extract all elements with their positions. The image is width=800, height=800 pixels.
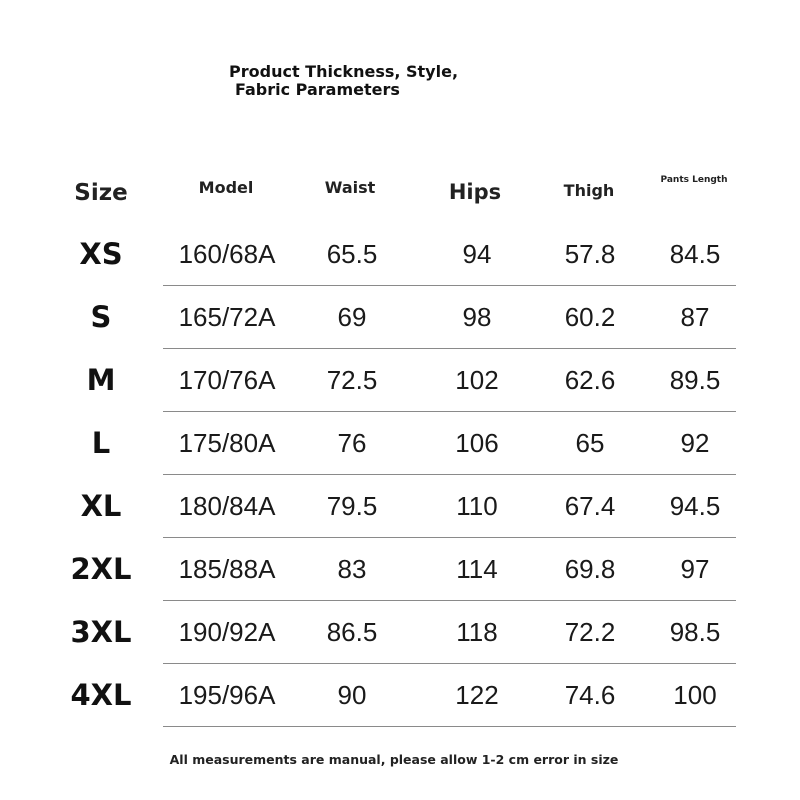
title-line-1: Product Thickness, Style, bbox=[229, 62, 459, 81]
model-cell: 185/88A bbox=[178, 554, 276, 584]
table-row bbox=[0, 538, 800, 601]
waist-cell: 90 bbox=[337, 680, 367, 710]
header-size: Size bbox=[74, 180, 128, 206]
waist-cell: 72.5 bbox=[326, 365, 378, 395]
waist-cell: 79.5 bbox=[326, 491, 378, 521]
model-cell: 175/80A bbox=[178, 428, 276, 458]
model-cell: 170/76A bbox=[178, 365, 276, 395]
pants-length-cell: 84.5 bbox=[669, 239, 721, 269]
hips-cell: 114 bbox=[456, 554, 498, 584]
hips-cell: 94 bbox=[462, 239, 492, 269]
hips-cell: 102 bbox=[455, 365, 499, 395]
pants-length-cell: 97 bbox=[680, 554, 710, 584]
pants-length-cell: 98.5 bbox=[669, 617, 721, 647]
pants-length-cell: 94.5 bbox=[669, 491, 721, 521]
table-row bbox=[0, 664, 800, 727]
size-cell: 3XL bbox=[70, 615, 132, 649]
size-table-body bbox=[0, 223, 800, 727]
header-hips: Hips bbox=[448, 180, 502, 204]
waist-cell: 86.5 bbox=[326, 617, 378, 647]
thigh-cell: 69.8 bbox=[564, 554, 616, 584]
table-row bbox=[0, 349, 800, 412]
model-cell: 160/68A bbox=[178, 239, 276, 269]
thigh-cell: 60.2 bbox=[564, 302, 616, 332]
model-cell: 190/92A bbox=[178, 617, 276, 647]
page-title bbox=[229, 63, 458, 99]
header-thigh: Thigh bbox=[563, 181, 615, 200]
hips-cell: 98 bbox=[462, 302, 492, 332]
model-cell: 195/96A bbox=[178, 680, 276, 710]
table-row bbox=[0, 412, 800, 475]
hips-cell: 122 bbox=[455, 680, 499, 710]
thigh-cell: 62.6 bbox=[564, 365, 616, 395]
thigh-cell: 72.2 bbox=[564, 617, 616, 647]
measurement-disclaimer: All measurements are manual, please allow 1-2 cm error in size bbox=[169, 751, 619, 767]
title-line-2: Fabric Parameters bbox=[235, 80, 400, 99]
waist-cell: 65.5 bbox=[326, 239, 378, 269]
size-cell: L bbox=[91, 426, 111, 460]
table-row bbox=[0, 601, 800, 664]
hips-cell: 106 bbox=[455, 428, 499, 458]
table-row bbox=[0, 223, 800, 286]
thigh-cell: 57.8 bbox=[564, 239, 616, 269]
size-cell: 2XL bbox=[70, 552, 132, 586]
row-divider bbox=[163, 726, 736, 727]
pants-length-cell: 100 bbox=[673, 680, 717, 710]
model-cell: 165/72A bbox=[178, 302, 276, 332]
size-cell: XS bbox=[79, 237, 123, 271]
size-cell: 4XL bbox=[70, 678, 132, 712]
header-model: Model bbox=[198, 178, 254, 197]
header-pants-length: Pants Length bbox=[660, 175, 728, 185]
thigh-cell: 74.6 bbox=[564, 680, 616, 710]
pants-length-cell: 89.5 bbox=[669, 365, 721, 395]
waist-cell: 83 bbox=[337, 554, 367, 584]
pants-length-cell: 87 bbox=[680, 302, 710, 332]
hips-cell: 110 bbox=[456, 491, 498, 521]
waist-cell: 76 bbox=[337, 428, 367, 458]
size-cell: M bbox=[86, 363, 116, 397]
table-row bbox=[0, 475, 800, 538]
pants-length-cell: 92 bbox=[680, 428, 710, 458]
size-cell: XL bbox=[80, 489, 122, 523]
waist-cell: 69 bbox=[337, 302, 367, 332]
size-cell: S bbox=[90, 300, 112, 334]
header-waist: Waist bbox=[324, 178, 376, 197]
table-row bbox=[0, 286, 800, 349]
thigh-cell: 65 bbox=[575, 428, 605, 458]
hips-cell: 118 bbox=[456, 617, 498, 647]
model-cell: 180/84A bbox=[178, 491, 276, 521]
thigh-cell: 67.4 bbox=[564, 491, 616, 521]
